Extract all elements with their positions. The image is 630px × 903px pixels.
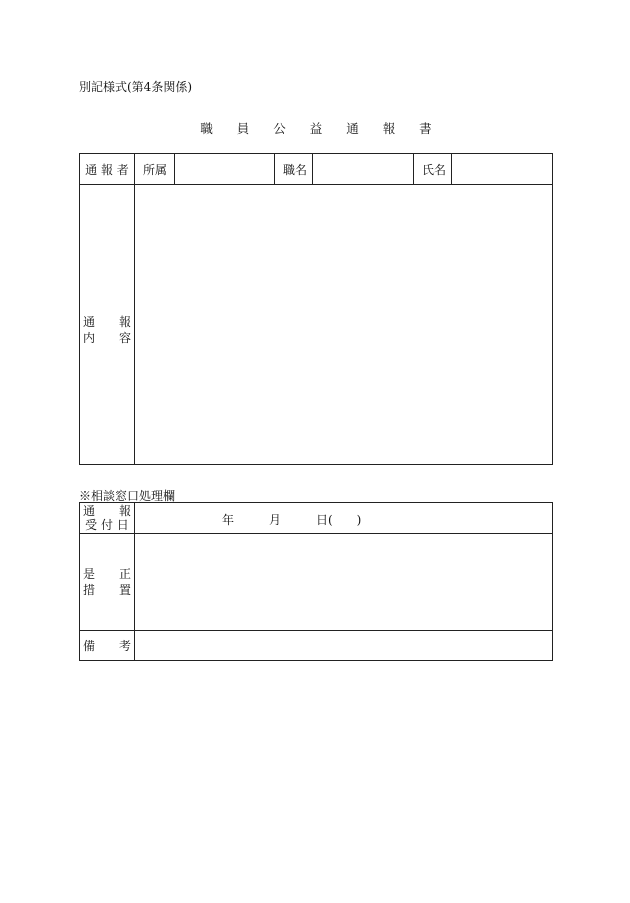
remarks-field[interactable] [135,631,553,661]
remarks-label: 備 考 [82,639,131,653]
form-reference-note: 別記様式(第4条関係) [79,80,192,94]
received-date-field[interactable] [135,503,553,534]
consultation-section-note: ※相談窓口処理欄 [79,489,176,503]
name-label: 氏名 [414,154,452,185]
name-field[interactable] [452,154,553,185]
report-content-label-line1: 通 報 [82,314,131,329]
reporter-table [79,153,553,465]
date-day-label: 日( ) [316,513,362,527]
position-field[interactable] [313,154,414,185]
date-year-label: 年 [222,513,235,527]
document-title: 職 員 公 益 通 報 書 [200,121,442,136]
reporter-label: 通 報 者 [85,162,129,177]
corrective-action-label-cell [80,534,135,631]
received-date-label-line1: 通 報 [82,504,131,518]
date-month-label: 月 [269,513,282,527]
processing-table [79,502,553,661]
affiliation-field[interactable] [175,154,275,185]
remarks-label-cell [80,631,135,661]
affiliation-label: 所属 [135,154,175,185]
position-label: 職名 [275,154,313,185]
report-content-field[interactable] [135,185,553,465]
received-date-label-cell [80,503,135,534]
report-content-label-line2: 内 容 [82,330,131,345]
received-date-label-line2: 受 付 日 [85,518,129,532]
corrective-action-label-line1: 是 正 [82,567,131,581]
corrective-action-label-line2: 措 置 [82,583,131,597]
reporter-label-cell [80,154,135,185]
report-content-label-cell [80,185,135,465]
corrective-action-field[interactable] [135,534,553,631]
